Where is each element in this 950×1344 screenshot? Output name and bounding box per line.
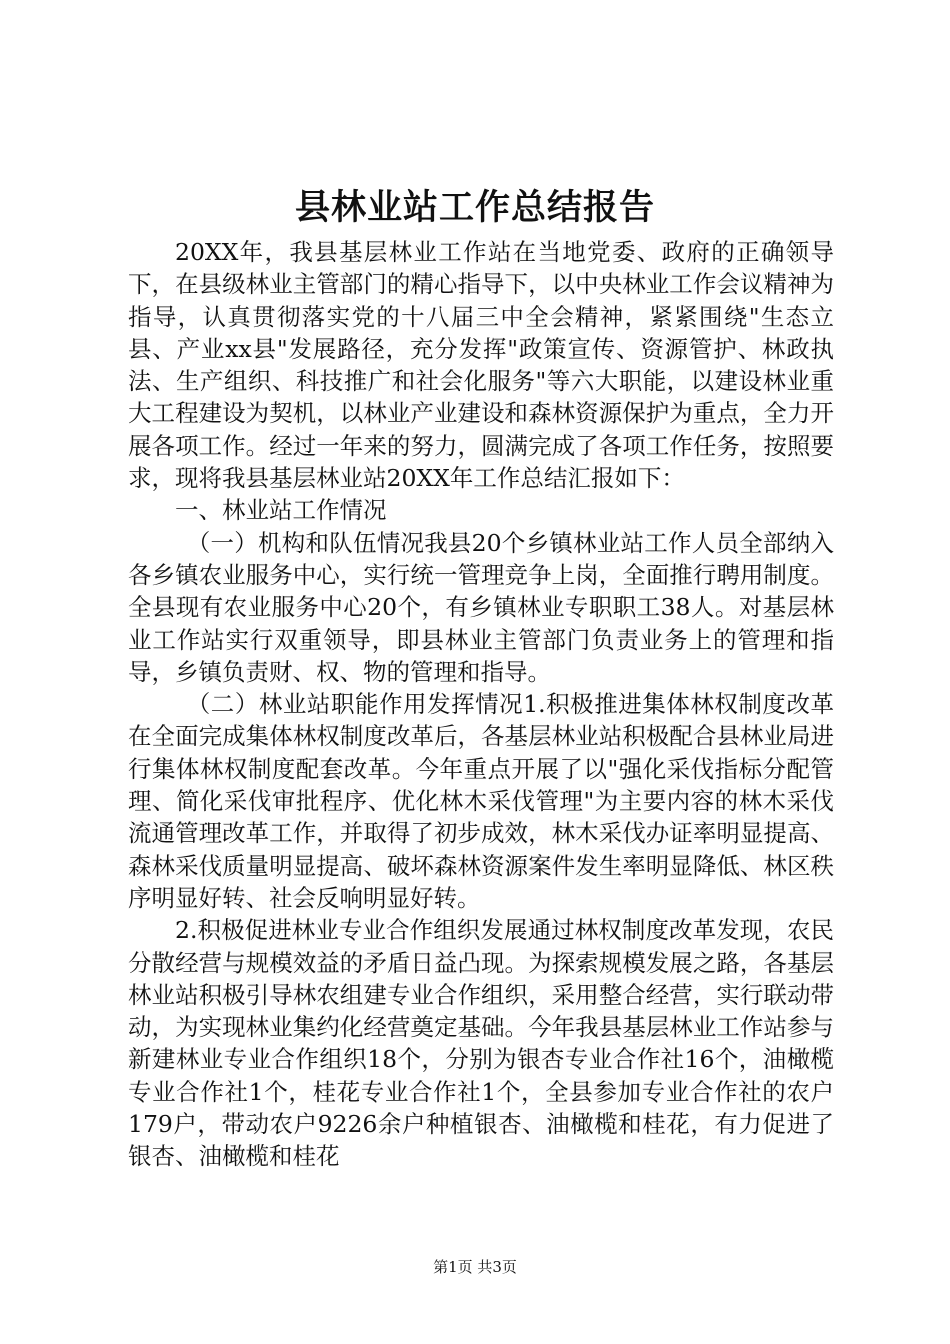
paragraph-intro: 20XX年，我县基层林业工作站在当地党委、政府的正确领导下，在县级林业主管部门的精心指导下，以中央林业工作会议精神为指导，认真贯彻落实党的十八届三中全会精神，紧紧围绕"生态立县、产业xx县"发展路径，充分发挥"政策宣传、资源管护、林政执法、生产组织、科技推广和社会化服务"等六大职能，以建设林业重大工程建设为契机，以林业产业建设和森林资源保护为重点，全力开展各项工作。经过一年来的努力，圆满完成了各项工作任务，按照要求，现将我县基层林业站20XX年工作总结汇报如下： <box>128 238 834 493</box>
document-title: 县林业站工作总结报告 <box>294 187 655 228</box>
paragraph-organization: （一）机构和队伍情况我县20个乡镇林业站工作人员全部纳入各乡镇农业服务中心，实行统一管理竞争上岗，全面推行聘用制度。全县现有农业服务中心20个，有乡镇林业专职职工38人。对基层林业工作站实行双重领导，即县林业主管部门负责业务上的管理和指导，乡镇负责财、权、物的管理和指导。 <box>128 528 834 686</box>
paragraph-cooperatives: 2.积极促进林业专业合作组织发展通过林权制度改革发现，农民分散经营与规模效益的矛盾日益凸现。为探索规模发展之路，各基层林业站积极引导林农组建专业合作组织，采用整合经营，实行联动带动，为实现林业集约化经营奠定基础。今年我县基层林业工作站参与新建林业专业合作组织18个，分别为银杏专业合作社16个，油橄榄专业合作社1个，桂花专业合作社1个，全县参加专业合作社的农户179户，带动农户9226余户种植银杏、油橄榄和桂花，有力促进了银杏、油橄榄和桂花 <box>128 916 834 1171</box>
page-indicator: 第1页 共3页 <box>433 1258 517 1276</box>
document-body <box>128 236 834 1173</box>
section-heading-1: 一、林业站工作情况 <box>175 496 387 525</box>
paragraph-functions: （二）林业站职能作用发挥情况1.积极推进集体林权制度改革在全面完成集体林权制度改革后，各基层林业站积极配合县林业局进行集体林权制度配套改革。今年重点开展了以"强化采伐指标分配管理、简化采伐审批程序、优化林木采伐管理"为主要内容的林木采伐流通管理改革工作，并取得了初步成效，林木采伐办证率明显提高、森林采伐质量明显提高、破坏森林资源案件发生率明显降低、林区秩序明显好转、社会反响明显好转。 <box>128 690 834 912</box>
